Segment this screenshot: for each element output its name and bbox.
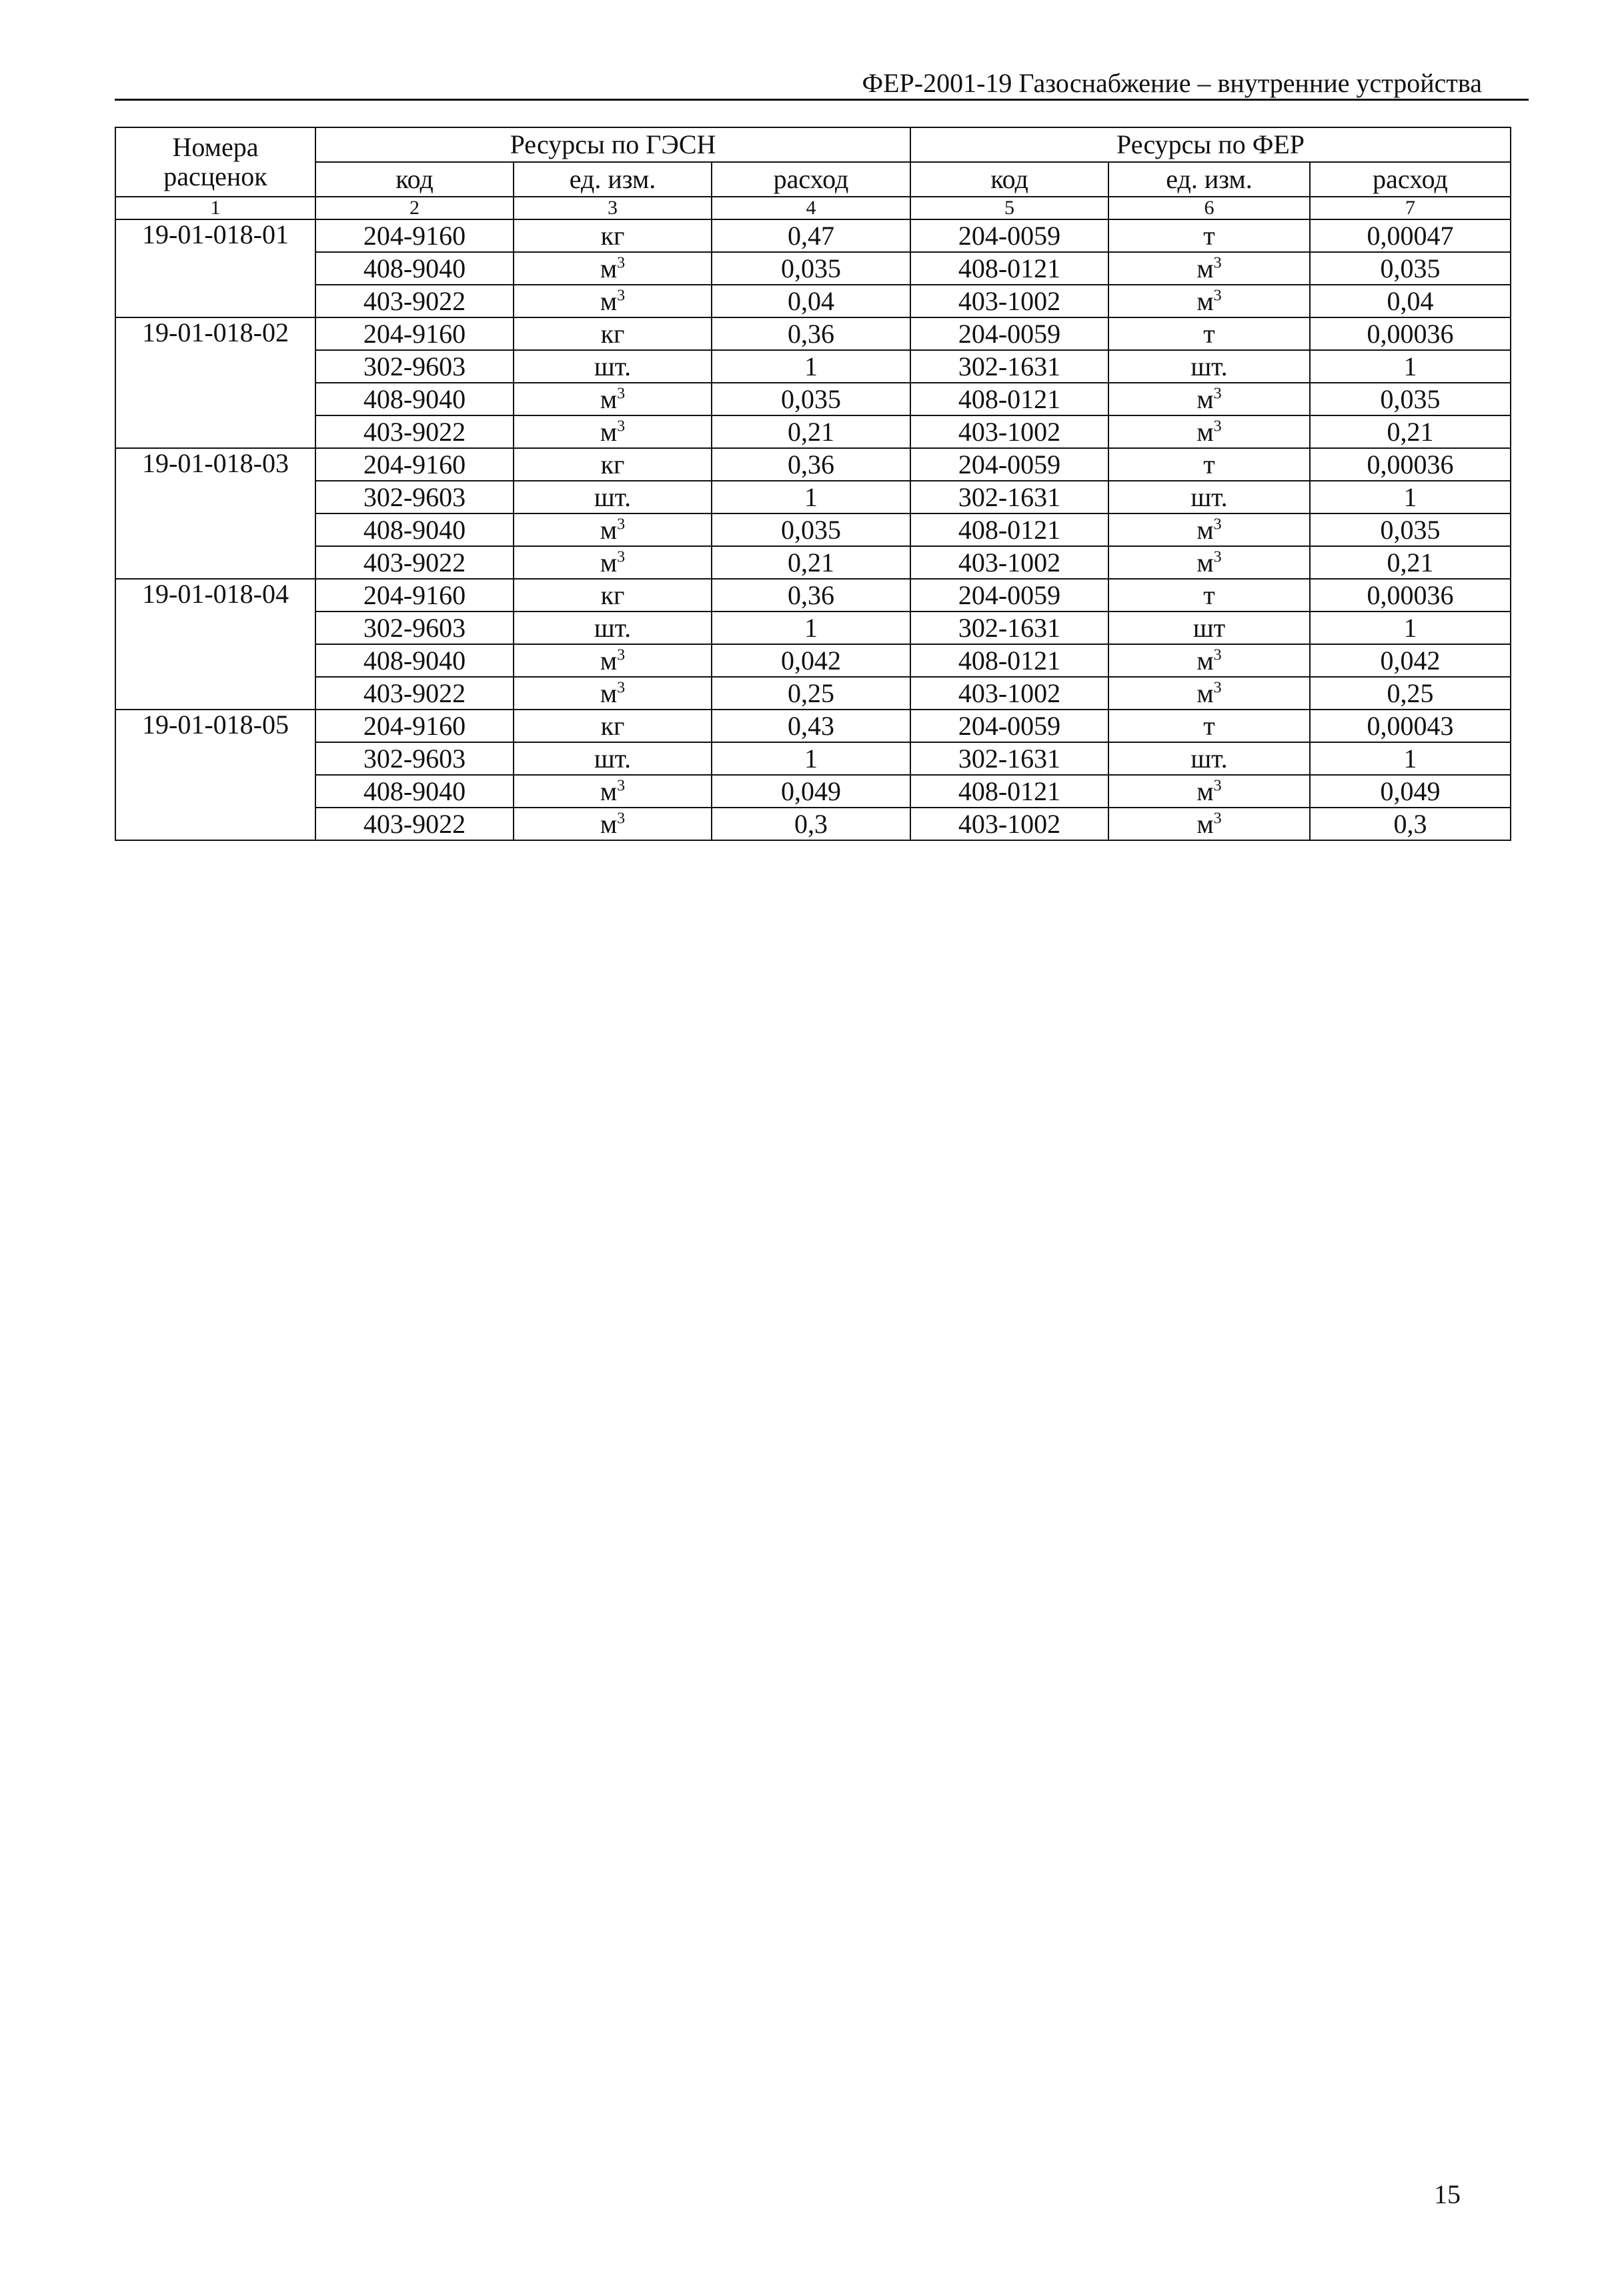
table-header: [115, 127, 1511, 219]
gesn-code-cell: 403-9022: [315, 808, 514, 840]
gesn-unit-cell-text: кг: [600, 318, 625, 349]
fer-unit-cell-exponent: 3: [1213, 515, 1222, 533]
table-row: [115, 677, 1511, 710]
fer-code-cell: 204-0059: [910, 448, 1108, 481]
rate-number-cell: 19-01-018-01: [115, 219, 315, 317]
gesn-unit-cell-text: м: [600, 547, 618, 578]
fer-consumption-cell: 0,3: [1310, 808, 1511, 840]
fer-unit-cell-exponent: 3: [1213, 548, 1222, 566]
gesn-unit-cell: [514, 415, 712, 448]
table-row: [115, 415, 1511, 448]
gesn-unit-cell: [514, 219, 712, 252]
gesn-code-cell: 204-9160: [315, 710, 514, 742]
column-number: 1: [115, 197, 315, 219]
fer-unit-header: ед. изм.: [1108, 162, 1310, 197]
table-row: [115, 775, 1511, 808]
gesn-unit-cell: [514, 677, 712, 710]
rate-number-cell: 19-01-018-03: [115, 448, 315, 579]
gesn-consumption-cell: 0,36: [712, 317, 910, 350]
fer-unit-cell-text: т: [1203, 580, 1215, 610]
fer-code-cell: 302-1631: [910, 350, 1108, 383]
fer-code-header: код: [910, 162, 1108, 197]
gesn-code-cell: 403-9022: [315, 285, 514, 317]
gesn-unit-cell: [514, 644, 712, 677]
fer-consumption-cell: 1: [1310, 350, 1511, 383]
gesn-consumption-cell: 0,3: [712, 808, 910, 840]
fer-code-cell: 408-0121: [910, 513, 1108, 546]
fer-code-cell: 403-1002: [910, 285, 1108, 317]
table-body: [115, 219, 1511, 840]
gesn-unit-cell-text: м: [600, 416, 618, 447]
page-number: 15: [1434, 2179, 1461, 2209]
table-row: [115, 285, 1511, 317]
fer-unit-cell: [1108, 219, 1310, 252]
resource-table: [115, 127, 1511, 841]
gesn-unit-cell-text: кг: [600, 220, 625, 251]
fer-code-cell: 408-0121: [910, 644, 1108, 677]
fer-unit-cell-text: т: [1203, 449, 1215, 479]
running-header: ФЕР-2001-19 Газоснабжение – внутренние устройства: [862, 68, 1482, 98]
table-row: [115, 513, 1511, 546]
fer-unit-cell-text: м: [1196, 645, 1214, 676]
fer-consumption-cell: 0,21: [1310, 546, 1511, 579]
fer-consumption-cell: 1: [1310, 612, 1511, 644]
gesn-code-cell: 302-9603: [315, 350, 514, 383]
rate-numbers-header-line1: Номера: [172, 132, 259, 162]
fer-unit-cell-exponent: 3: [1213, 254, 1222, 272]
gesn-consumption-cell: 1: [712, 612, 910, 644]
gesn-unit-cell-text: м: [600, 285, 618, 316]
table-row: [115, 448, 1511, 481]
gesn-code-cell: 408-9040: [315, 252, 514, 285]
table-row: [115, 612, 1511, 644]
table-row: [115, 710, 1511, 742]
fer-code-cell: 204-0059: [910, 579, 1108, 612]
gesn-unit-cell-exponent: 3: [617, 810, 626, 828]
column-number: 4: [712, 197, 910, 219]
fer-consumption-cell: 1: [1310, 742, 1511, 775]
gesn-unit-cell-text: м: [600, 808, 618, 839]
gesn-unit-cell-exponent: 3: [617, 646, 626, 664]
gesn-code-cell: 408-9040: [315, 513, 514, 546]
gesn-unit-cell-text: м: [600, 514, 618, 545]
gesn-unit-cell-exponent: 3: [617, 287, 626, 305]
fer-unit-cell-text: м: [1196, 285, 1214, 316]
gesn-consumption-cell: 0,21: [712, 546, 910, 579]
gesn-consumption-cell: 0,035: [712, 513, 910, 546]
fer-unit-cell: [1108, 775, 1310, 808]
fer-code-cell: 403-1002: [910, 677, 1108, 710]
fer-unit-cell: [1108, 808, 1310, 840]
gesn-code-cell: 408-9040: [315, 775, 514, 808]
fer-unit-cell: [1108, 742, 1310, 775]
fer-unit-cell: [1108, 513, 1310, 546]
gesn-unit-cell-text: кг: [600, 449, 625, 479]
gesn-unit-cell: [514, 252, 712, 285]
fer-consumption-cell: 0,00036: [1310, 448, 1511, 481]
gesn-unit-cell: [514, 808, 712, 840]
rate-number-cell: 19-01-018-02: [115, 317, 315, 448]
fer-unit-cell-text: м: [1196, 808, 1214, 839]
fer-unit-cell-text: м: [1196, 678, 1214, 708]
table-row: [115, 808, 1511, 840]
gesn-unit-cell-exponent: 3: [617, 548, 626, 566]
fer-unit-cell-exponent: 3: [1213, 417, 1222, 435]
fer-consumption-cell: 0,042: [1310, 644, 1511, 677]
fer-consumption-cell: 0,21: [1310, 415, 1511, 448]
gesn-unit-cell: [514, 317, 712, 350]
header-rule: [115, 99, 1529, 101]
fer-code-cell: 408-0121: [910, 252, 1108, 285]
fer-consumption-cell: 0,00036: [1310, 579, 1511, 612]
column-numbers-row: [115, 197, 1511, 219]
gesn-unit-cell-exponent: 3: [617, 515, 626, 533]
gesn-consumption-cell: 1: [712, 350, 910, 383]
gesn-unit-cell: [514, 481, 712, 513]
fer-consumption-cell: 0,035: [1310, 513, 1511, 546]
table-row: [115, 317, 1511, 350]
column-number: 2: [315, 197, 514, 219]
fer-unit-cell-exponent: 3: [1213, 777, 1222, 795]
fer-code-cell: 204-0059: [910, 710, 1108, 742]
fer-unit-cell: [1108, 285, 1310, 317]
fer-unit-cell: [1108, 448, 1310, 481]
fer-unit-cell-text: м: [1196, 383, 1214, 414]
gesn-unit-cell-exponent: 3: [617, 385, 626, 403]
gesn-consumption-cell: 0,042: [712, 644, 910, 677]
fer-unit-cell: [1108, 383, 1310, 415]
fer-unit-cell: [1108, 481, 1310, 513]
fer-unit-cell: [1108, 677, 1310, 710]
fer-unit-cell: [1108, 350, 1310, 383]
gesn-unit-cell-text: шт.: [594, 481, 632, 512]
fer-unit-cell: [1108, 415, 1310, 448]
fer-unit-cell-text: т: [1203, 710, 1215, 741]
fer-unit-cell-text: шт.: [1190, 481, 1228, 512]
fer-consumption-header: расход: [1310, 162, 1511, 197]
gesn-consumption-cell: 0,21: [712, 415, 910, 448]
fer-code-cell: 302-1631: [910, 481, 1108, 513]
gesn-consumption-cell: 0,47: [712, 219, 910, 252]
fer-unit-cell-text: м: [1196, 253, 1214, 283]
fer-unit-cell: [1108, 644, 1310, 677]
gesn-unit-cell-text: м: [600, 776, 618, 806]
fer-code-cell: 204-0059: [910, 219, 1108, 252]
rate-number-cell: 19-01-018-04: [115, 579, 315, 710]
fer-unit-cell: [1108, 710, 1310, 742]
gesn-consumption-cell: 0,36: [712, 579, 910, 612]
gesn-consumption-cell: 0,36: [712, 448, 910, 481]
gesn-unit-cell-exponent: 3: [617, 777, 626, 795]
fer-consumption-cell: 0,00047: [1310, 219, 1511, 252]
gesn-unit-cell: [514, 579, 712, 612]
column-number: 5: [910, 197, 1108, 219]
fer-code-cell: 302-1631: [910, 742, 1108, 775]
gesn-code-cell: 403-9022: [315, 546, 514, 579]
gesn-unit-cell: [514, 350, 712, 383]
gesn-consumption-cell: 0,049: [712, 775, 910, 808]
fer-unit-cell-exponent: 3: [1213, 810, 1222, 828]
gesn-unit-cell: [514, 448, 712, 481]
gesn-resources-header: Ресурсы по ГЭСН: [315, 127, 910, 162]
fer-code-cell: 403-1002: [910, 546, 1108, 579]
table-row: [115, 579, 1511, 612]
gesn-code-cell: 302-9603: [315, 742, 514, 775]
table-row: [115, 219, 1511, 252]
table-row: [115, 350, 1511, 383]
gesn-unit-cell-text: м: [600, 645, 618, 676]
gesn-unit-cell: [514, 383, 712, 415]
gesn-code-cell: 403-9022: [315, 677, 514, 710]
gesn-consumption-cell: 0,035: [712, 252, 910, 285]
gesn-unit-cell: [514, 513, 712, 546]
gesn-unit-cell: [514, 285, 712, 317]
gesn-unit-cell-exponent: 3: [617, 417, 626, 435]
fer-unit-cell: [1108, 546, 1310, 579]
fer-code-cell: 204-0059: [910, 317, 1108, 350]
fer-unit-cell-exponent: 3: [1213, 287, 1222, 305]
gesn-unit-cell-text: шт.: [594, 743, 632, 774]
fer-resources-header: Ресурсы по ФЕР: [910, 127, 1511, 162]
gesn-unit-cell: [514, 742, 712, 775]
gesn-code-cell: 302-9603: [315, 481, 514, 513]
gesn-unit-header: ед. изм.: [514, 162, 712, 197]
gesn-unit-cell-text: м: [600, 253, 618, 283]
column-number: 6: [1108, 197, 1310, 219]
fer-unit-cell-text: т: [1203, 318, 1215, 349]
gesn-code-cell: 408-9040: [315, 644, 514, 677]
fer-consumption-cell: 0,049: [1310, 775, 1511, 808]
fer-consumption-cell: 0,00043: [1310, 710, 1511, 742]
fer-unit-cell: [1108, 252, 1310, 285]
table-row: [115, 481, 1511, 513]
header-row-columns: [115, 162, 1511, 197]
fer-unit-cell: [1108, 612, 1310, 644]
gesn-code-cell: 204-9160: [315, 317, 514, 350]
fer-unit-cell-text: м: [1196, 547, 1214, 578]
rate-numbers-header-line2: расценок: [163, 161, 267, 191]
table-row: [115, 546, 1511, 579]
gesn-unit-cell-text: кг: [600, 580, 625, 610]
table-row: [115, 742, 1511, 775]
fer-unit-cell-text: м: [1196, 776, 1214, 806]
gesn-consumption-cell: 0,25: [712, 677, 910, 710]
fer-code-cell: 403-1002: [910, 415, 1108, 448]
fer-unit-cell-text: м: [1196, 416, 1214, 447]
gesn-consumption-header: расход: [712, 162, 910, 197]
gesn-consumption-cell: 0,43: [712, 710, 910, 742]
fer-consumption-cell: 0,035: [1310, 252, 1511, 285]
rate-numbers-header: [115, 127, 315, 197]
table-row: [115, 252, 1511, 285]
fer-consumption-cell: 0,035: [1310, 383, 1511, 415]
fer-unit-cell-text: шт.: [1190, 743, 1228, 774]
fer-code-cell: 408-0121: [910, 775, 1108, 808]
gesn-unit-cell-text: кг: [600, 710, 625, 741]
gesn-unit-cell: [514, 612, 712, 644]
gesn-unit-cell-text: шт.: [594, 351, 632, 381]
gesn-unit-cell: [514, 546, 712, 579]
table-row: [115, 644, 1511, 677]
gesn-consumption-cell: 0,04: [712, 285, 910, 317]
gesn-unit-cell-text: шт.: [594, 612, 632, 643]
gesn-consumption-cell: 0,035: [712, 383, 910, 415]
gesn-unit-cell-text: м: [600, 383, 618, 414]
fer-unit-cell-text: шт: [1192, 612, 1226, 643]
gesn-unit-cell: [514, 775, 712, 808]
column-number: 7: [1310, 197, 1511, 219]
fer-unit-cell-exponent: 3: [1213, 385, 1222, 403]
fer-consumption-cell: 0,00036: [1310, 317, 1511, 350]
gesn-code-cell: 204-9160: [315, 448, 514, 481]
gesn-code-cell: 204-9160: [315, 579, 514, 612]
gesn-unit-cell-text: м: [600, 678, 618, 708]
fer-consumption-cell: 0,04: [1310, 285, 1511, 317]
fer-consumption-cell: 1: [1310, 481, 1511, 513]
gesn-consumption-cell: 1: [712, 742, 910, 775]
fer-code-cell: 302-1631: [910, 612, 1108, 644]
fer-code-cell: 403-1002: [910, 808, 1108, 840]
fer-unit-cell-text: м: [1196, 514, 1214, 545]
gesn-code-header: код: [315, 162, 514, 197]
gesn-unit-cell-exponent: 3: [617, 679, 626, 697]
fer-unit-cell-text: шт.: [1190, 351, 1228, 381]
gesn-consumption-cell: 1: [712, 481, 910, 513]
fer-unit-cell-exponent: 3: [1213, 646, 1222, 664]
fer-unit-cell: [1108, 579, 1310, 612]
fer-code-cell: 408-0121: [910, 383, 1108, 415]
fer-unit-cell-text: т: [1203, 220, 1215, 251]
gesn-unit-cell-exponent: 3: [617, 254, 626, 272]
gesn-code-cell: 302-9603: [315, 612, 514, 644]
fer-consumption-cell: 0,25: [1310, 677, 1511, 710]
table-row: [115, 383, 1511, 415]
rate-number-cell: 19-01-018-05: [115, 710, 315, 840]
gesn-unit-cell: [514, 710, 712, 742]
column-number: 3: [514, 197, 712, 219]
gesn-code-cell: 204-9160: [315, 219, 514, 252]
fer-unit-cell: [1108, 317, 1310, 350]
gesn-code-cell: 408-9040: [315, 383, 514, 415]
fer-unit-cell-exponent: 3: [1213, 679, 1222, 697]
header-row-groups: [115, 127, 1511, 162]
gesn-code-cell: 403-9022: [315, 415, 514, 448]
